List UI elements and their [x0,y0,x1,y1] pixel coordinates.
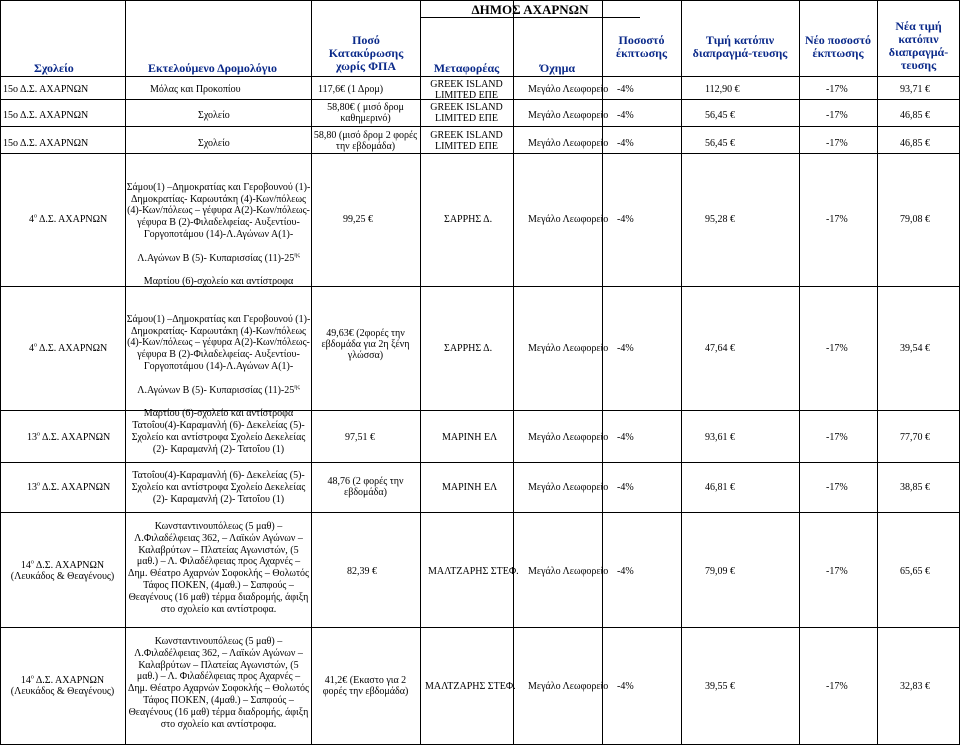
cell-price-after: 39,55 € [705,681,735,692]
cell-carrier: GREEK ISLAND LIMITED ΕΠΕ [430,130,503,152]
cell-route: Κωνσταντινουπόλεως (5 μαθ) – Λ.Φιλαδέλφειας 362, – Λαϊκών Αγώνων – Καλαβρύτων – Πλατείας Αγωνιστών, (5 μαθ.) – Λ. Φιλαδέλφειας προς Αχαρνές – Δημ. Θέατρο Αχαρνών Σοφοκλής – Θολωτός Τάφος ΠΟΚΕΝ, (4μαθ.) – Σαπφούς – Θεαγένους (16 μαθ) τέρμα διαδρομής, άφιξη στο σχολείο και αντίστροφα. [128,521,309,615]
header-route: Εκτελούμενο Δρομολόγιο [148,61,278,75]
cell-vehicle: Μεγάλο Λεωφορείο [528,84,609,95]
cell-amount: 48,76 (2 φορές την εβδομάδα) [327,476,404,498]
cell-new-discount: -17% [826,482,848,493]
cell-price-after: 47,64 € [705,343,735,354]
cell-vehicle: Μεγάλο Λεωφορείο [528,214,609,225]
cell-price-after: 56,45 € [705,138,735,149]
cell-discount: -4% [617,84,634,95]
cell-carrier: ΜΑΛΤΖΑΡΗΣ ΣΤΕΦ. [425,681,516,692]
cell-discount: -4% [617,110,634,121]
cell-amount: 117,6€ (1 Δρομ) [318,84,384,95]
cell-school: $4^o$ Δ.Σ. ΑΧΑΡΝΩΝ [29,342,108,354]
cell-school: 15ο Δ.Σ. ΑΧΑΡΝΩΝ [3,84,89,95]
cell-vehicle: Μεγάλο Λεωφορείο [528,343,609,354]
cell-new-discount: -17% [826,566,848,577]
cell-amount: 58,80 (μισό δρομ 2 φορές την εβδομάδα) [313,130,418,152]
cell-new-discount: -17% [826,343,848,354]
cell-amount: 97,51 € [345,432,375,443]
header-school: Σχολείο [34,61,74,75]
cell-vehicle: Μεγάλο Λεωφορείο [528,566,609,577]
cell-vehicle: Μεγάλο Λεωφορείο [528,482,609,493]
header-price-after: Τιμή κατόπιν διαπραγμά-τευσης [692,33,788,60]
cell-vehicle: Μεγάλο Λεωφορείο [528,432,609,443]
cell-amount: 99,25 € [343,214,373,225]
cell-carrier: ΜΑΡΙΝΗ ΕΛ [442,432,498,443]
cell-price-after: 79,09 € [705,566,735,577]
cell-route: Σχολείο [198,110,230,121]
cell-new-discount: -17% [826,138,848,149]
cell-carrier: ΜΑΡΙΝΗ ΕΛ [442,482,498,493]
cell-new-price: 46,85 € [900,110,930,121]
cell-new-price: 46,85 € [900,138,930,149]
cell-school: 15ο Δ.Σ. ΑΧΑΡΝΩΝ [3,110,89,121]
cell-amount: 41,2€ (Εκαστο για 2 φορές την εβδομάδα) [322,675,409,697]
cell-route: Κωνσταντινουπόλεως (5 μαθ) – Λ.Φιλαδέλφειας 362, – Λαϊκών Αγώνων – Καλαβρύτων – Πλατείας Αγωνιστών, (5 μαθ.) – Λ. Φιλαδέλφειας προς Αχαρνές – Δημ. Θέατρο Αχαρνών Σοφοκλής – Θολωτός Τάφος ΠΟΚΕΝ, (4μαθ.) – Σαπφούς – Θεαγένους (16 μαθ) τέρμα διαδρομής, άφιξη στο σχολείο και αντίστροφα. [128,636,309,730]
cell-route: Τατοΐου(4)-Καραμανλή (6)- Δεκελείας (5)- Σχολείο και αντίστροφα Σχολείο Δεκελείας (2)- Καραμανλή (2)- Τατοΐου (1) [131,420,306,455]
cell-price-after: 56,45 € [705,110,735,121]
cell-discount: -4% [617,566,634,577]
cell-new-price: 65,65 € [900,566,930,577]
cell-amount: 82,39 € [347,566,377,577]
cell-school: $14^o$ Δ.Σ. ΑΧΑΡΝΩΝ (Λευκάδος & Θεαγένους) [10,674,115,697]
cell-carrier: ΣΑΡΡΗΣ Δ. [444,214,493,225]
cell-new-discount: -17% [826,110,848,121]
cell-new-price: 93,71 € [900,84,930,95]
cell-carrier: ΣΑΡΡΗΣ Δ. [444,343,493,354]
cell-discount: -4% [617,681,634,692]
header-new-price: Νέα τιμή κατόπιν διαπραγμά- τευσης [888,19,949,72]
cell-school: 15ο Δ.Σ. ΑΧΑΡΝΩΝ [3,138,89,149]
cell-vehicle: Μεγάλο Λεωφορείο [528,138,609,149]
cell-school: $13^o$ Δ.Σ. ΑΧΑΡΝΩΝ [27,481,111,493]
cell-amount: 58,80€ ( μισό δρομ καθημερινό) [327,102,404,124]
cell-carrier: ΜΑΛΤΖΑΡΗΣ ΣΤΕΦ. [428,566,519,577]
cell-discount: -4% [617,138,634,149]
cell-price-after: 46,81 € [705,482,735,493]
header-new-discount: Νέο ποσοστό έκπτωσης [805,33,871,60]
cell-route: Σάμου(1) –Δημοκρατίας και Γεροβουνού (1)- Δημοκρατίας- Καρωυτάκη (4)-Κων/πόλεως (4)-Κων/πόλεως – γέφυρα Α(2)-Κων/πόλεως- γέφυρα Β (2)-Φιλαδελφείας- Αυξεντίου- Γοργοποτάμου (14)-Λ.Αγώνων Α(1)- Λ.Αγώνων Β (5)- Κυπαρισσίας $(11)-25^{\eta\varsigma}$ Μαρτίου (6)-σχολείο και αντίστροφα [126,313,311,420]
header-discount: Ποσοστό έκπτωσης [615,33,668,60]
cell-school: $14^o$ Δ.Σ. ΑΧΑΡΝΩΝ (Λευκάδος & Θεαγένους) [10,559,115,582]
cell-discount: -4% [617,343,634,354]
cell-discount: -4% [617,432,634,443]
cell-discount: -4% [617,482,634,493]
header-vehicle: Όχημα [539,61,576,75]
cell-new-discount: -17% [826,214,848,225]
cell-school: $4^o$ Δ.Σ. ΑΧΑΡΝΩΝ [29,213,108,225]
header-carrier: Μεταφορέας [433,61,500,75]
cell-amount: 49,63€ (2φορές την εβδομάδα για 2η ξένη γλώσσα) [321,328,410,361]
cell-new-discount: -17% [826,432,848,443]
cell-route: Τατοΐου(4)-Καραμανλή (6)- Δεκελείας (5)- Σχολείο και αντίστροφα Σχολείο Δεκελείας (2)- Καραμανλή (2)- Τατοΐου (1) [131,470,306,505]
cell-route: Σχολείο [198,138,230,149]
cell-new-price: 79,08 € [900,214,930,225]
cell-new-price: 38,85 € [900,482,930,493]
cell-new-discount: -17% [826,84,848,95]
cell-price-after: 95,28 € [705,214,735,225]
cell-carrier: GREEK ISLAND LIMITED ΕΠΕ [430,79,503,101]
cell-discount: -4% [617,214,634,225]
cell-vehicle: Μεγάλο Λεωφορείο [528,681,609,692]
cell-new-price: 77,70 € [900,432,930,443]
cell-school: $13^o$ Δ.Σ. ΑΧΑΡΝΩΝ [27,431,111,443]
cell-route: Σάμου(1) –Δημοκρατίας και Γεροβουνού (1)- Δημοκρατίας- Καρωυτάκη (4)-Κων/πόλεως (4)-Κων/πόλεως – γέφυρα Α(2)-Κων/πόλεως- γέφυρα Β (2)-Φιλαδελφείας- Αυξεντίου- Γοργοποτάμου (14)-Λ.Αγώνων Α(1)- Λ.Αγώνων Β (5)- Κυπαρισσίας $(11)-25^{\eta\varsigma}$ Μαρτίου (6)-σχολείο και αντίστροφα [126,181,311,288]
cell-new-discount: -17% [826,681,848,692]
cell-price-after: 112,90 € [705,84,740,95]
header-amount: Ποσό Κατακύρωσης χωρίς ΦΠΑ [328,33,404,73]
page-title: ΔΗΜΟΣ ΑΧΑΡΝΩΝ [471,2,589,17]
cell-vehicle: Μεγάλο Λεωφορείο [528,110,609,121]
cell-carrier: GREEK ISLAND LIMITED ΕΠΕ [430,102,503,124]
cell-route: Μόλας και Προκοπίου [150,84,241,95]
cell-price-after: 93,61 € [705,432,735,443]
cell-new-price: 39,54 € [900,343,930,354]
cell-new-price: 32,83 € [900,681,930,692]
